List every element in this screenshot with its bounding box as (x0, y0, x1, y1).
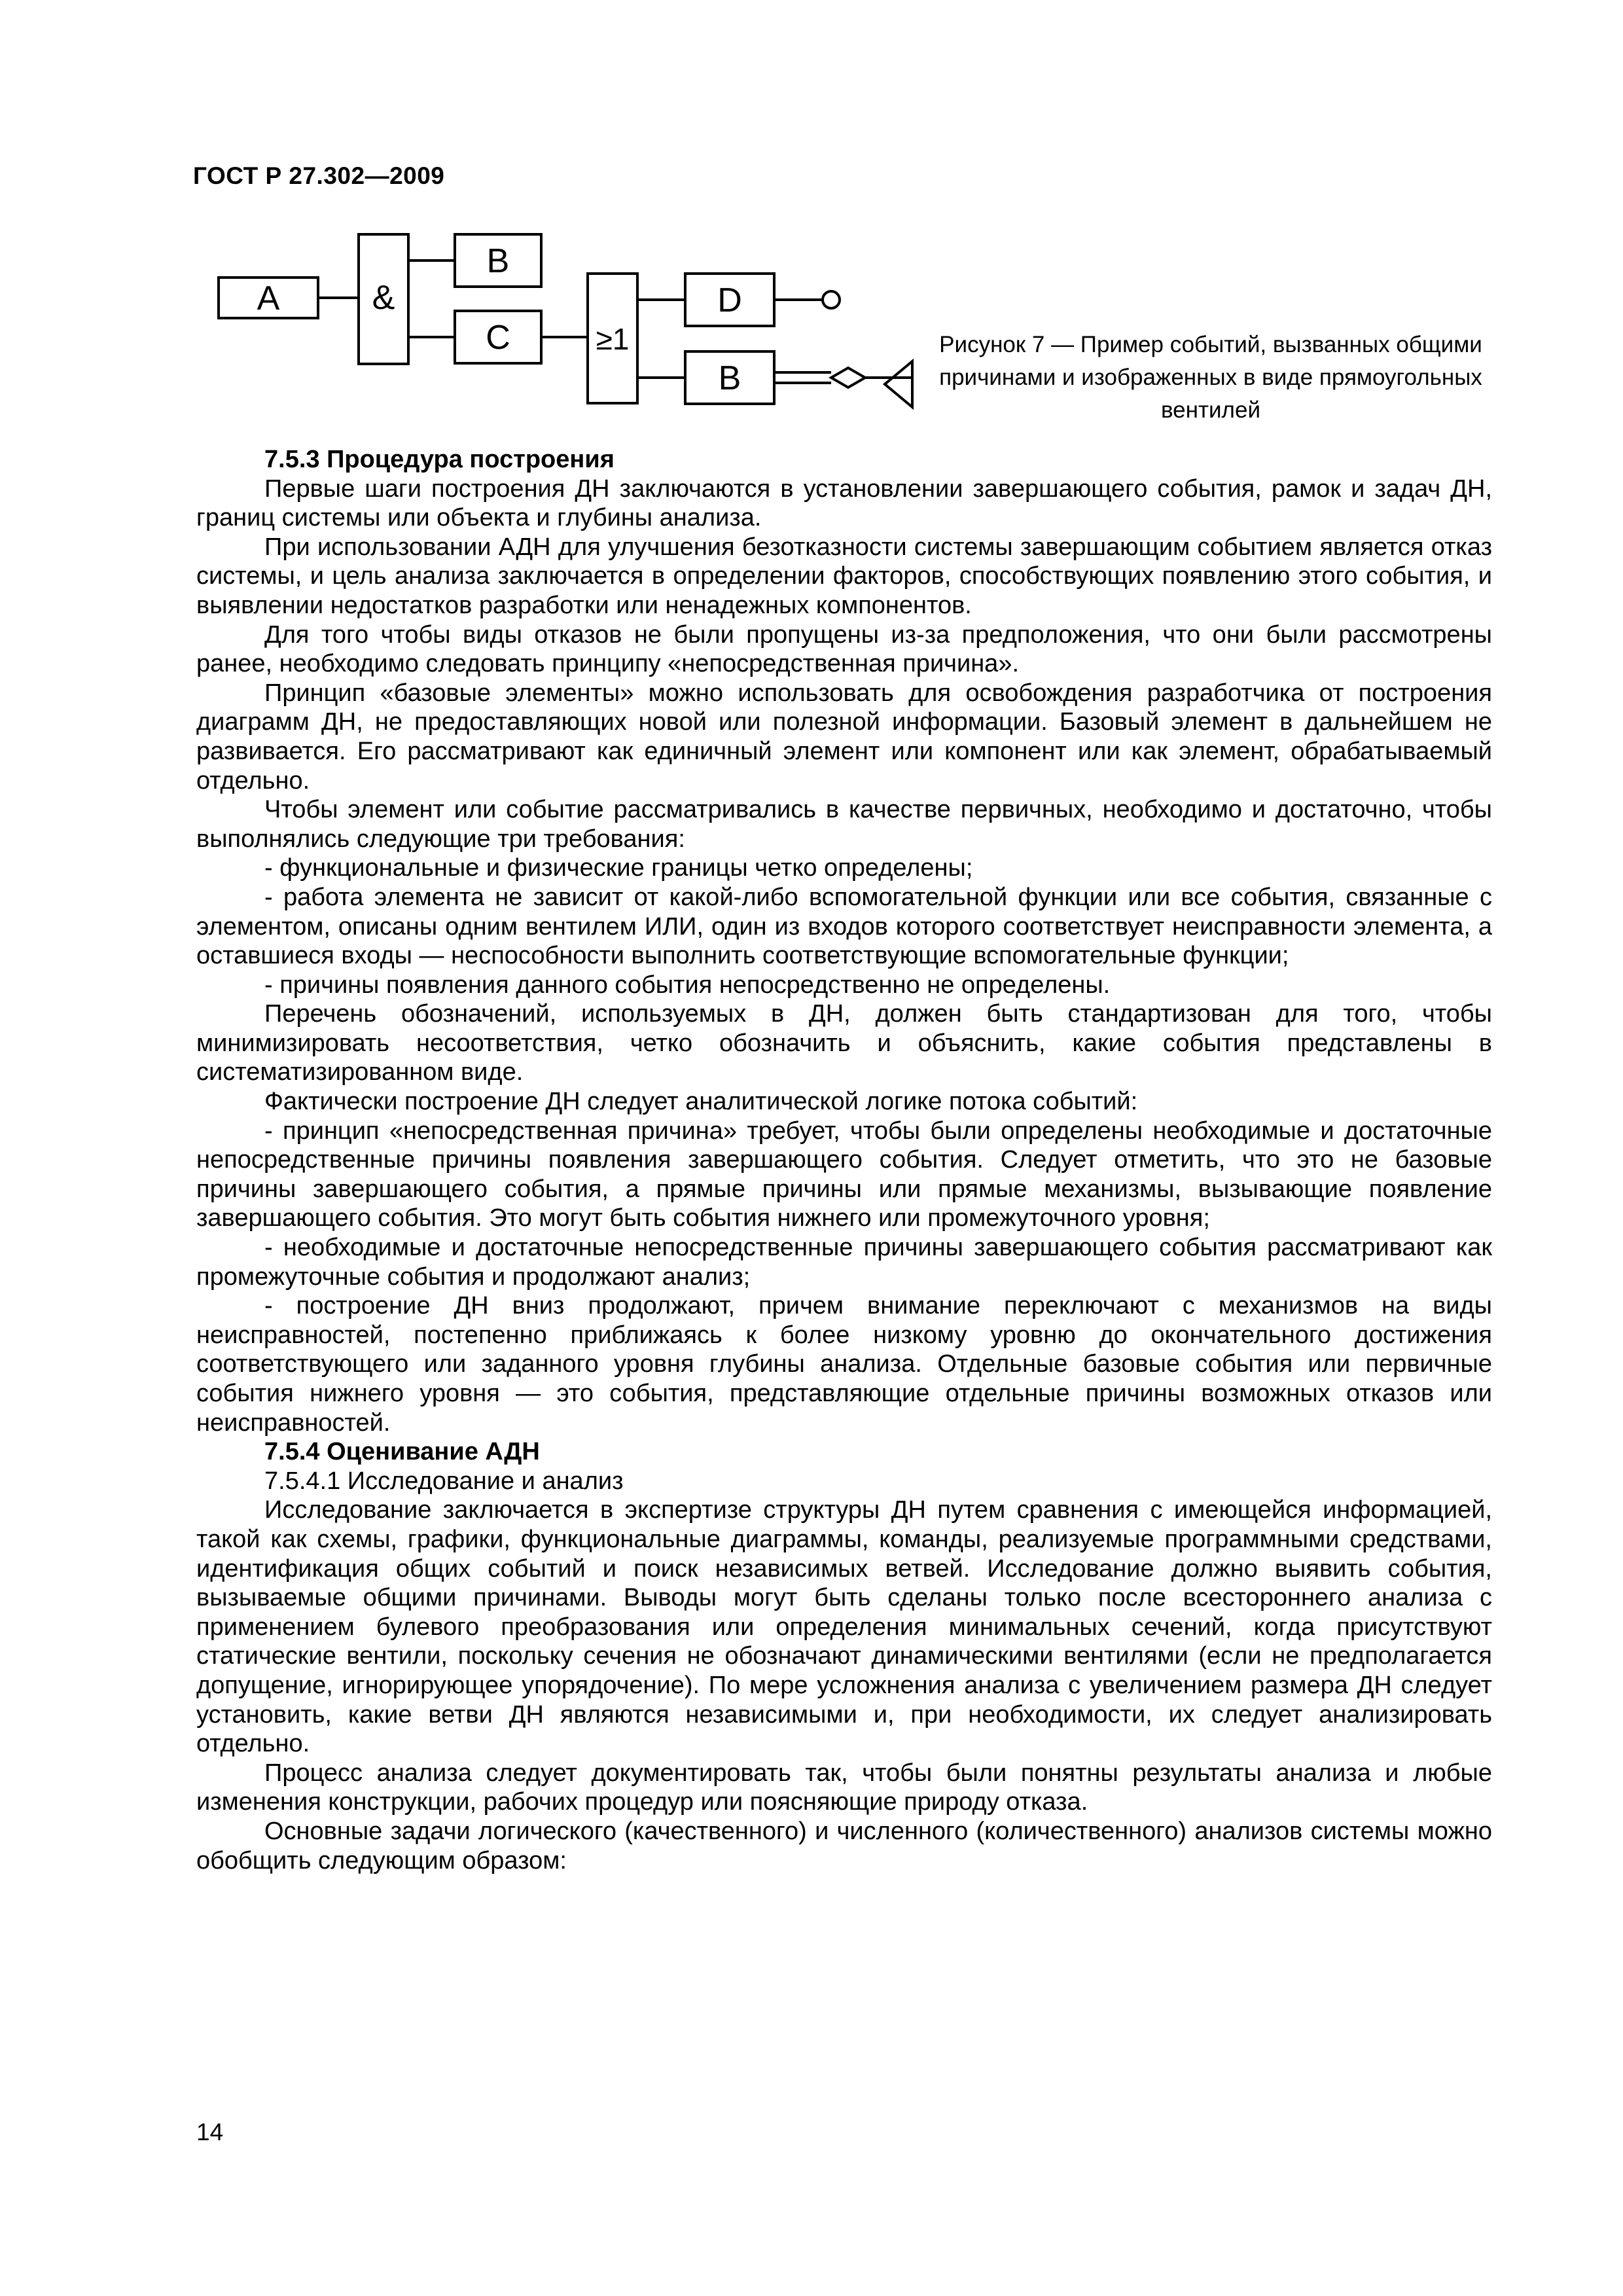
paragraph: При использовании АДН для улучшения безотказности системы завершающим событием является отказ системы, и цель анализа заключается в определении факторов, способствующих появлению этого события, и выявлении недостатков разработки или ненадежных компонентов. (196, 533, 1492, 619)
label-c: C (486, 319, 510, 357)
undeveloped-event-circle (823, 291, 840, 308)
label-b-top: B (486, 242, 510, 280)
paragraph: Чтобы элемент или событие рассматривались в качестве первичных, необходимо и достаточно, чтобы выполнялись следующие три требования: (196, 796, 1492, 853)
paragraph: Для того чтобы виды отказов не были пропущены из-за предположения, что они были рассмотрены ранее, необходимо следовать принципу «непосредственная причина». (196, 620, 1492, 678)
section-heading-7-5-4: 7.5.4 Оценивание АДН (264, 1438, 540, 1466)
subsection-heading-7-5-4-1: 7.5.4.1 Исследование и анализ (264, 1467, 624, 1495)
paragraph: Принцип «базовые элементы» можно использовать для освобождения разработчика от построения диаграмм ДН, не предоставляющих новой или полезной информации. Базовый элемент в дальнейшем не развивается. Его рассматривают как единичный элемент или компонент или как элемент, обрабатываемый отдельно. (196, 679, 1492, 795)
label-b-bottom: B (718, 359, 741, 397)
figure-caption: Рисунок 7 — Пример событий, вызванных общими причинами и изображенных в виде прямоугольных вентилей (939, 332, 1482, 423)
transfer-triangle-symbol (885, 361, 912, 407)
list-item: - необходимые и достаточные непосредственные причины завершающего события рассматривают как промежуточные события и продолжают анализ; (196, 1234, 1492, 1291)
label-d: D (717, 281, 742, 319)
page-number: 14 (196, 2119, 224, 2145)
label-a: A (257, 279, 280, 317)
paragraph: Основные задачи логического (качественного) и численного (количественного) анализов системы можно обобщить следующим образом: (196, 1817, 1492, 1874)
section-heading-7-5-3: 7.5.3 Процедура построения (264, 446, 615, 473)
list-item: - принцип «непосредственная причина» требует, чтобы были определены необходимые и достаточные непосредственные причины появления завершающего события. Следует отметить, что это не базовые причины завершающего события, а прямые причины или прямые механизмы, вызывающие появление завершающего события. Это могут быть события нижнего или промежуточного уровня; (196, 1117, 1492, 1232)
paragraph: Процесс анализа следует документировать так, чтобы были понятны результаты анализа и любые изменения конструкции, рабочих процедур или поясняющие природу отказа. (196, 1759, 1492, 1816)
list-item: - работа элемента не зависит от какой-либо вспомогательной функции или все события, связанные с элементом, описаны одним вентилем ИЛИ, один из входов которого соответствует неисправности элемента, а оставшиеся входы — неспособности выполнить соответствующие вспомогательные функции; (196, 883, 1492, 970)
document-code-header: ГОСТ Р 27.302—2009 (193, 162, 445, 189)
diamond-symbol (831, 368, 865, 387)
list-item: - построение ДН вниз продолжают, причем внимание переключают с механизмов на виды неисправностей, постепенно приближаясь к более низкому уровню до окончательного достижения соответствующего или заданного уровня глубины анализа. Отдельные базовые события или первичные события нижнего уровня — это события, представляющие отдельные причины возможных отказов или неисправностей. (196, 1292, 1492, 1437)
fault-tree-diagram (196, 216, 929, 439)
paragraph: Исследование заключается в экспертизе структуры ДН путем сравнения с имеющейся информацией, такой как схемы, графики, функциональные диаграммы, команды, реализуемые программными средствами, идентификация общих событий и поиск независимых ветвей. Исследование должно выявить события, вызываемые общими причинами. Выводы могут быть сделаны только после всестороннего анализа с применением булевого преобразования или определения минимальных сечений, когда присутствуют статические вентили, поскольку сечения не обозначают динамическими вентилями (если не предполагается допущение, игнорирующее упорядочение). По мере усложнения анализа с увеличением размера ДН следует установить, какие ветви ДН являются независимыми и, при необходимости, их следует анализировать отдельно. (196, 1496, 1492, 1758)
paragraph: Первые шаги построения ДН заключаются в установлении завершающего события, рамок и задач ДН, границ системы или объекта и глубины анализа. (196, 475, 1492, 532)
label-and: & (372, 279, 395, 317)
label-or: ≥1 (596, 322, 630, 356)
paragraph: Фактически построение ДН следует аналитической логике потока событий: (264, 1088, 1138, 1116)
document-body (196, 445, 1492, 1875)
list-item: - функциональные и физические границы четко определены; (264, 854, 973, 882)
paragraph: Перечень обозначений, используемых в ДН, должен быть стандартизован для того, чтобы минимизировать несоответствия, четко обозначить и объяснить, какие события представлены в систематизированном виде. (196, 1000, 1492, 1086)
list-item: - причины появления данного события непосредственно не определены. (264, 971, 1111, 999)
